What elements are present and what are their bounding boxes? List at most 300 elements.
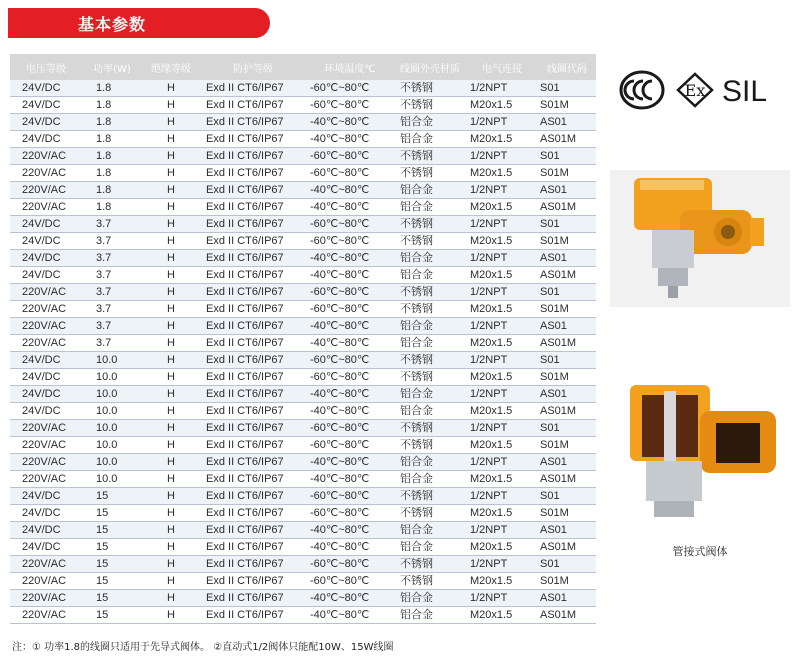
insulation-cell: H bbox=[142, 114, 200, 131]
connection-cell: 1/2NPT bbox=[466, 250, 538, 267]
power-cell: 10.0 bbox=[82, 471, 142, 488]
connection-cell: 1/2NPT bbox=[466, 284, 538, 301]
insulation-cell: H bbox=[142, 318, 200, 335]
table-row bbox=[10, 250, 596, 267]
table-row bbox=[10, 369, 596, 386]
connection-cell: M20x1.5 bbox=[466, 471, 538, 488]
voltage-cell: 24V/DC bbox=[10, 114, 82, 131]
insulation-cell: H bbox=[142, 131, 200, 148]
voltage-cell: 220V/AC bbox=[10, 454, 82, 471]
connection-cell: 1/2NPT bbox=[466, 216, 538, 233]
voltage-cell: 24V/DC bbox=[10, 403, 82, 420]
housing-material-cell: 铝合金 bbox=[394, 386, 466, 403]
protection-cell: Exd II CT6/IP67 bbox=[200, 556, 306, 573]
housing-material-cell: 不锈钢 bbox=[394, 437, 466, 454]
insulation-cell: H bbox=[142, 301, 200, 318]
voltage-cell: 24V/DC bbox=[10, 250, 82, 267]
connection-cell: M20x1.5 bbox=[466, 301, 538, 318]
housing-material-cell: 铝合金 bbox=[394, 539, 466, 556]
connection-cell: M20x1.5 bbox=[466, 131, 538, 148]
housing-material-cell: 不锈钢 bbox=[394, 165, 466, 182]
temperature-cell: -60℃~80℃ bbox=[306, 352, 394, 369]
housing-material-header: 线圈外壳材质 bbox=[394, 54, 466, 80]
temperature-cell: -60℃~80℃ bbox=[306, 505, 394, 522]
insulation-cell: H bbox=[142, 80, 200, 97]
section-title-banner bbox=[8, 8, 270, 38]
table-body bbox=[10, 80, 596, 624]
voltage-cell: 220V/AC bbox=[10, 590, 82, 607]
coil-code-cell: AS01 bbox=[538, 522, 596, 539]
housing-material-cell: 不锈钢 bbox=[394, 488, 466, 505]
table-row bbox=[10, 488, 596, 505]
power-cell: 10.0 bbox=[82, 454, 142, 471]
temperature-cell: -40℃~80℃ bbox=[306, 403, 394, 420]
protection-cell: Exd II CT6/IP67 bbox=[200, 267, 306, 284]
protection-cell: Exd II CT6/IP67 bbox=[200, 301, 306, 318]
voltage-cell: 24V/DC bbox=[10, 488, 82, 505]
coil-code-cell: S01M bbox=[538, 369, 596, 386]
connection-cell: M20x1.5 bbox=[466, 199, 538, 216]
insulation-cell: H bbox=[142, 403, 200, 420]
table-row bbox=[10, 590, 596, 607]
connection-cell: M20x1.5 bbox=[466, 267, 538, 284]
power-cell: 1.8 bbox=[82, 114, 142, 131]
housing-material-cell: 不锈钢 bbox=[394, 301, 466, 318]
table-row bbox=[10, 335, 596, 352]
temperature-cell: -60℃~80℃ bbox=[306, 97, 394, 114]
insulation-cell: H bbox=[142, 556, 200, 573]
power-cell: 15 bbox=[82, 539, 142, 556]
coil-code-cell: S01 bbox=[538, 352, 596, 369]
voltage-cell: 24V/DC bbox=[10, 369, 82, 386]
power-cell: 15 bbox=[82, 590, 142, 607]
power-cell: 10.0 bbox=[82, 369, 142, 386]
solenoid-valve-photo bbox=[610, 170, 790, 307]
connection-cell: 1/2NPT bbox=[466, 488, 538, 505]
table-header-row bbox=[10, 54, 596, 80]
housing-material-cell: 不锈钢 bbox=[394, 233, 466, 250]
power-cell: 10.0 bbox=[82, 403, 142, 420]
voltage-cell: 24V/DC bbox=[10, 267, 82, 284]
coil-code-cell: S01M bbox=[538, 233, 596, 250]
temperature-cell: -40℃~80℃ bbox=[306, 590, 394, 607]
temperature-cell: -60℃~80℃ bbox=[306, 369, 394, 386]
ccc-mark-icon bbox=[621, 72, 663, 108]
power-cell: 1.8 bbox=[82, 131, 142, 148]
coil-code-cell: S01M bbox=[538, 301, 596, 318]
insulation-cell: H bbox=[142, 522, 200, 539]
protection-cell: Exd II CT6/IP67 bbox=[200, 369, 306, 386]
power-cell: 1.8 bbox=[82, 80, 142, 97]
footnote: 注：① 功率1.8的线圈只适用于先导式阀体。 ②直动式1/2阀体只能配10W、15W线圈 bbox=[12, 642, 394, 653]
housing-material-cell: 不锈钢 bbox=[394, 573, 466, 590]
power-cell: 1.8 bbox=[82, 199, 142, 216]
voltage-cell: 220V/AC bbox=[10, 165, 82, 182]
housing-material-cell: 不锈钢 bbox=[394, 352, 466, 369]
voltage-cell: 24V/DC bbox=[10, 216, 82, 233]
temperature-cell: -40℃~80℃ bbox=[306, 471, 394, 488]
temperature-cell: -40℃~80℃ bbox=[306, 318, 394, 335]
connection-cell: 1/2NPT bbox=[466, 556, 538, 573]
insulation-cell: H bbox=[142, 199, 200, 216]
table-row bbox=[10, 267, 596, 284]
connection-cell: M20x1.5 bbox=[466, 403, 538, 420]
table-row bbox=[10, 454, 596, 471]
table-row bbox=[10, 97, 596, 114]
connection-cell: M20x1.5 bbox=[466, 233, 538, 250]
insulation-cell: H bbox=[142, 165, 200, 182]
housing-material-cell: 铝合金 bbox=[394, 590, 466, 607]
insulation-cell: H bbox=[142, 352, 200, 369]
housing-material-cell: 不锈钢 bbox=[394, 97, 466, 114]
connection-header: 电气连接 bbox=[466, 54, 538, 80]
coil-code-cell: AS01 bbox=[538, 590, 596, 607]
connection-cell: 1/2NPT bbox=[466, 352, 538, 369]
insulation-header: 绝缘等级 bbox=[142, 54, 200, 80]
housing-material-cell: 铝合金 bbox=[394, 182, 466, 199]
protection-cell: Exd II CT6/IP67 bbox=[200, 437, 306, 454]
temperature-cell: -40℃~80℃ bbox=[306, 522, 394, 539]
table-row bbox=[10, 573, 596, 590]
coil-code-cell: S01 bbox=[538, 284, 596, 301]
connection-cell: 1/2NPT bbox=[466, 114, 538, 131]
coil-code-cell: AS01M bbox=[538, 539, 596, 556]
temperature-cell: -60℃~80℃ bbox=[306, 148, 394, 165]
power-cell: 3.7 bbox=[82, 267, 142, 284]
voltage-cell: 220V/AC bbox=[10, 556, 82, 573]
ex-mark-text: Ex bbox=[684, 81, 706, 100]
protection-cell: Exd II CT6/IP67 bbox=[200, 335, 306, 352]
voltage-cell: 220V/AC bbox=[10, 284, 82, 301]
power-cell: 15 bbox=[82, 505, 142, 522]
voltage-cell: 220V/AC bbox=[10, 437, 82, 454]
temperature-cell: -60℃~80℃ bbox=[306, 80, 394, 97]
protection-cell: Exd II CT6/IP67 bbox=[200, 522, 306, 539]
table-row bbox=[10, 114, 596, 131]
insulation-cell: H bbox=[142, 284, 200, 301]
insulation-cell: H bbox=[142, 573, 200, 590]
insulation-cell: H bbox=[142, 335, 200, 352]
protection-cell: Exd II CT6/IP67 bbox=[200, 573, 306, 590]
protection-cell: Exd II CT6/IP67 bbox=[200, 97, 306, 114]
voltage-cell: 24V/DC bbox=[10, 131, 82, 148]
protection-cell: Exd II CT6/IP67 bbox=[200, 607, 306, 624]
power-cell: 10.0 bbox=[82, 420, 142, 437]
connection-cell: M20x1.5 bbox=[466, 335, 538, 352]
voltage-cell: 24V/DC bbox=[10, 80, 82, 97]
housing-material-cell: 铝合金 bbox=[394, 267, 466, 284]
housing-material-cell: 铝合金 bbox=[394, 471, 466, 488]
temperature-cell: -60℃~80℃ bbox=[306, 284, 394, 301]
housing-material-cell: 不锈钢 bbox=[394, 216, 466, 233]
protection-cell: Exd II CT6/IP67 bbox=[200, 114, 306, 131]
coil-code-cell: AS01M bbox=[538, 131, 596, 148]
protection-cell: Exd II CT6/IP67 bbox=[200, 250, 306, 267]
valve-cutaway-photo bbox=[620, 371, 790, 526]
voltage-cell: 220V/AC bbox=[10, 471, 82, 488]
temperature-cell: -60℃~80℃ bbox=[306, 216, 394, 233]
table-row bbox=[10, 80, 596, 97]
coil-code-cell: AS01M bbox=[538, 335, 596, 352]
coil-code-cell: AS01M bbox=[538, 471, 596, 488]
insulation-cell: H bbox=[142, 607, 200, 624]
protection-cell: Exd II CT6/IP67 bbox=[200, 148, 306, 165]
connection-cell: M20x1.5 bbox=[466, 505, 538, 522]
coil-code-cell: AS01 bbox=[538, 182, 596, 199]
insulation-cell: H bbox=[142, 369, 200, 386]
coil-code-cell: AS01 bbox=[538, 454, 596, 471]
protection-cell: Exd II CT6/IP67 bbox=[200, 454, 306, 471]
power-cell: 3.7 bbox=[82, 335, 142, 352]
insulation-cell: H bbox=[142, 437, 200, 454]
table-row bbox=[10, 301, 596, 318]
coil-code-cell: S01 bbox=[538, 148, 596, 165]
table-row bbox=[10, 403, 596, 420]
insulation-cell: H bbox=[142, 539, 200, 556]
connection-cell: 1/2NPT bbox=[466, 590, 538, 607]
protection-cell: Exd II CT6/IP67 bbox=[200, 131, 306, 148]
table-row bbox=[10, 471, 596, 488]
insulation-cell: H bbox=[142, 250, 200, 267]
image-caption: 管接式阀体 bbox=[672, 545, 728, 558]
table-row bbox=[10, 216, 596, 233]
protection-cell: Exd II CT6/IP67 bbox=[200, 590, 306, 607]
temperature-cell: -60℃~80℃ bbox=[306, 301, 394, 318]
table-row bbox=[10, 607, 596, 624]
power-cell: 10.0 bbox=[82, 437, 142, 454]
coil-code-cell: AS01 bbox=[538, 114, 596, 131]
coil-code-cell: S01M bbox=[538, 97, 596, 114]
coil-code-cell: S01 bbox=[538, 216, 596, 233]
protection-cell: Exd II CT6/IP67 bbox=[200, 165, 306, 182]
section-title: 基本参数 bbox=[78, 14, 147, 34]
voltage-cell: 220V/AC bbox=[10, 301, 82, 318]
table-row bbox=[10, 148, 596, 165]
temperature-cell: -60℃~80℃ bbox=[306, 233, 394, 250]
protection-cell: Exd II CT6/IP67 bbox=[200, 505, 306, 522]
table-row bbox=[10, 182, 596, 199]
table-row bbox=[10, 131, 596, 148]
table-row bbox=[10, 420, 596, 437]
coil-code-cell: AS01 bbox=[538, 386, 596, 403]
table-row bbox=[10, 522, 596, 539]
voltage-cell: 24V/DC bbox=[10, 539, 82, 556]
coil-code-cell: AS01 bbox=[538, 318, 596, 335]
protection-cell: Exd II CT6/IP67 bbox=[200, 199, 306, 216]
power-cell: 3.7 bbox=[82, 284, 142, 301]
power-cell: 3.7 bbox=[82, 233, 142, 250]
table-row bbox=[10, 556, 596, 573]
temperature-header: 环境温度℃ bbox=[306, 54, 394, 80]
protection-cell: Exd II CT6/IP67 bbox=[200, 182, 306, 199]
connection-cell: 1/2NPT bbox=[466, 148, 538, 165]
voltage-cell: 220V/AC bbox=[10, 335, 82, 352]
voltage-cell: 24V/DC bbox=[10, 352, 82, 369]
table-row bbox=[10, 165, 596, 182]
temperature-cell: -60℃~80℃ bbox=[306, 437, 394, 454]
insulation-cell: H bbox=[142, 454, 200, 471]
insulation-cell: H bbox=[142, 233, 200, 250]
insulation-cell: H bbox=[142, 267, 200, 284]
voltage-cell: 220V/AC bbox=[10, 420, 82, 437]
voltage-cell: 220V/AC bbox=[10, 318, 82, 335]
table-row bbox=[10, 437, 596, 454]
sil-mark-icon: SIL bbox=[722, 75, 768, 108]
coil-code-cell: AS01M bbox=[538, 267, 596, 284]
protection-cell: Exd II CT6/IP67 bbox=[200, 386, 306, 403]
table-row bbox=[10, 505, 596, 522]
power-cell: 15 bbox=[82, 522, 142, 539]
protection-cell: Exd II CT6/IP67 bbox=[200, 420, 306, 437]
housing-material-cell: 不锈钢 bbox=[394, 420, 466, 437]
housing-material-cell: 铝合金 bbox=[394, 403, 466, 420]
voltage-cell: 24V/DC bbox=[10, 522, 82, 539]
table-row bbox=[10, 199, 596, 216]
connection-cell: M20x1.5 bbox=[466, 97, 538, 114]
temperature-cell: -60℃~80℃ bbox=[306, 488, 394, 505]
coil-code-cell: AS01M bbox=[538, 199, 596, 216]
temperature-cell: -40℃~80℃ bbox=[306, 386, 394, 403]
coil-code-header: 线圈代码 bbox=[538, 54, 596, 80]
protection-cell: Exd II CT6/IP67 bbox=[200, 488, 306, 505]
coil-code-cell: S01 bbox=[538, 488, 596, 505]
temperature-cell: -40℃~80℃ bbox=[306, 267, 394, 284]
temperature-cell: -40℃~80℃ bbox=[306, 114, 394, 131]
connection-cell: M20x1.5 bbox=[466, 437, 538, 454]
power-cell: 3.7 bbox=[82, 318, 142, 335]
voltage-cell: 24V/DC bbox=[10, 386, 82, 403]
temperature-cell: -40℃~80℃ bbox=[306, 539, 394, 556]
protection-cell: Exd II CT6/IP67 bbox=[200, 403, 306, 420]
connection-cell: 1/2NPT bbox=[466, 182, 538, 199]
temperature-cell: -60℃~80℃ bbox=[306, 165, 394, 182]
voltage-cell: 24V/DC bbox=[10, 233, 82, 250]
coil-code-cell: AS01M bbox=[538, 607, 596, 624]
connection-cell: 1/2NPT bbox=[466, 420, 538, 437]
power-cell: 15 bbox=[82, 573, 142, 590]
temperature-cell: -40℃~80℃ bbox=[306, 182, 394, 199]
housing-material-cell: 铝合金 bbox=[394, 250, 466, 267]
coil-code-cell: S01M bbox=[538, 165, 596, 182]
connection-cell: 1/2NPT bbox=[466, 522, 538, 539]
insulation-cell: H bbox=[142, 590, 200, 607]
coil-code-cell: S01M bbox=[538, 573, 596, 590]
voltage-cell: 220V/AC bbox=[10, 148, 82, 165]
protection-cell: Exd II CT6/IP67 bbox=[200, 539, 306, 556]
housing-material-cell: 铝合金 bbox=[394, 318, 466, 335]
power-header: 功率(W) bbox=[82, 54, 142, 80]
insulation-cell: H bbox=[142, 148, 200, 165]
housing-material-cell: 铝合金 bbox=[394, 335, 466, 352]
power-cell: 3.7 bbox=[82, 216, 142, 233]
connection-cell: M20x1.5 bbox=[466, 165, 538, 182]
temperature-cell: -40℃~80℃ bbox=[306, 199, 394, 216]
housing-material-cell: 铝合金 bbox=[394, 522, 466, 539]
power-cell: 1.8 bbox=[82, 148, 142, 165]
insulation-cell: H bbox=[142, 505, 200, 522]
housing-material-cell: 不锈钢 bbox=[394, 505, 466, 522]
voltage-cell: 220V/AC bbox=[10, 607, 82, 624]
housing-material-cell: 铝合金 bbox=[394, 114, 466, 131]
connection-cell: M20x1.5 bbox=[466, 607, 538, 624]
insulation-cell: H bbox=[142, 488, 200, 505]
voltage-header: 电压等级 bbox=[10, 54, 82, 80]
temperature-cell: -40℃~80℃ bbox=[306, 131, 394, 148]
coil-code-cell: S01 bbox=[538, 80, 596, 97]
insulation-cell: H bbox=[142, 471, 200, 488]
power-cell: 1.8 bbox=[82, 165, 142, 182]
protection-cell: Exd II CT6/IP67 bbox=[200, 352, 306, 369]
housing-material-cell: 铝合金 bbox=[394, 454, 466, 471]
insulation-cell: H bbox=[142, 216, 200, 233]
voltage-cell: 24V/DC bbox=[10, 505, 82, 522]
table-row bbox=[10, 386, 596, 403]
coil-code-cell: S01M bbox=[538, 505, 596, 522]
certification-marks bbox=[618, 68, 778, 114]
temperature-cell: -40℃~80℃ bbox=[306, 335, 394, 352]
housing-material-cell: 铝合金 bbox=[394, 607, 466, 624]
temperature-cell: -40℃~80℃ bbox=[306, 607, 394, 624]
connection-cell: M20x1.5 bbox=[466, 369, 538, 386]
protection-cell: Exd II CT6/IP67 bbox=[200, 216, 306, 233]
protection-cell: Exd II CT6/IP67 bbox=[200, 284, 306, 301]
power-cell: 15 bbox=[82, 556, 142, 573]
connection-cell: 1/2NPT bbox=[466, 454, 538, 471]
temperature-cell: -60℃~80℃ bbox=[306, 573, 394, 590]
temperature-cell: -60℃~80℃ bbox=[306, 420, 394, 437]
voltage-cell: 220V/AC bbox=[10, 182, 82, 199]
voltage-cell: 220V/AC bbox=[10, 573, 82, 590]
protection-cell: Exd II CT6/IP67 bbox=[200, 80, 306, 97]
connection-cell: M20x1.5 bbox=[466, 573, 538, 590]
protection-cell: Exd II CT6/IP67 bbox=[200, 233, 306, 250]
coil-code-cell: S01M bbox=[538, 437, 596, 454]
insulation-cell: H bbox=[142, 182, 200, 199]
voltage-cell: 220V/AC bbox=[10, 199, 82, 216]
table-row bbox=[10, 318, 596, 335]
table-row bbox=[10, 352, 596, 369]
power-cell: 10.0 bbox=[82, 386, 142, 403]
power-cell: 1.8 bbox=[82, 97, 142, 114]
connection-cell: 1/2NPT bbox=[466, 386, 538, 403]
coil-code-cell: S01 bbox=[538, 420, 596, 437]
power-cell: 3.7 bbox=[82, 250, 142, 267]
insulation-cell: H bbox=[142, 420, 200, 437]
temperature-cell: -40℃~80℃ bbox=[306, 454, 394, 471]
housing-material-cell: 不锈钢 bbox=[394, 80, 466, 97]
coil-code-cell: S01 bbox=[538, 556, 596, 573]
connection-cell: 1/2NPT bbox=[466, 80, 538, 97]
coil-code-cell: AS01M bbox=[538, 403, 596, 420]
housing-material-cell: 铝合金 bbox=[394, 199, 466, 216]
housing-material-cell: 铝合金 bbox=[394, 131, 466, 148]
table-row bbox=[10, 539, 596, 556]
connection-cell: M20x1.5 bbox=[466, 539, 538, 556]
housing-material-cell: 不锈钢 bbox=[394, 556, 466, 573]
power-cell: 15 bbox=[82, 488, 142, 505]
housing-material-cell: 不锈钢 bbox=[394, 284, 466, 301]
table-row bbox=[10, 284, 596, 301]
insulation-cell: H bbox=[142, 386, 200, 403]
coil-code-cell: AS01 bbox=[538, 250, 596, 267]
protection-cell: Exd II CT6/IP67 bbox=[200, 471, 306, 488]
ex-mark-icon bbox=[678, 74, 712, 106]
temperature-cell: -60℃~80℃ bbox=[306, 556, 394, 573]
power-cell: 10.0 bbox=[82, 352, 142, 369]
housing-material-cell: 不锈钢 bbox=[394, 369, 466, 386]
insulation-cell: H bbox=[142, 97, 200, 114]
connection-cell: 1/2NPT bbox=[466, 318, 538, 335]
